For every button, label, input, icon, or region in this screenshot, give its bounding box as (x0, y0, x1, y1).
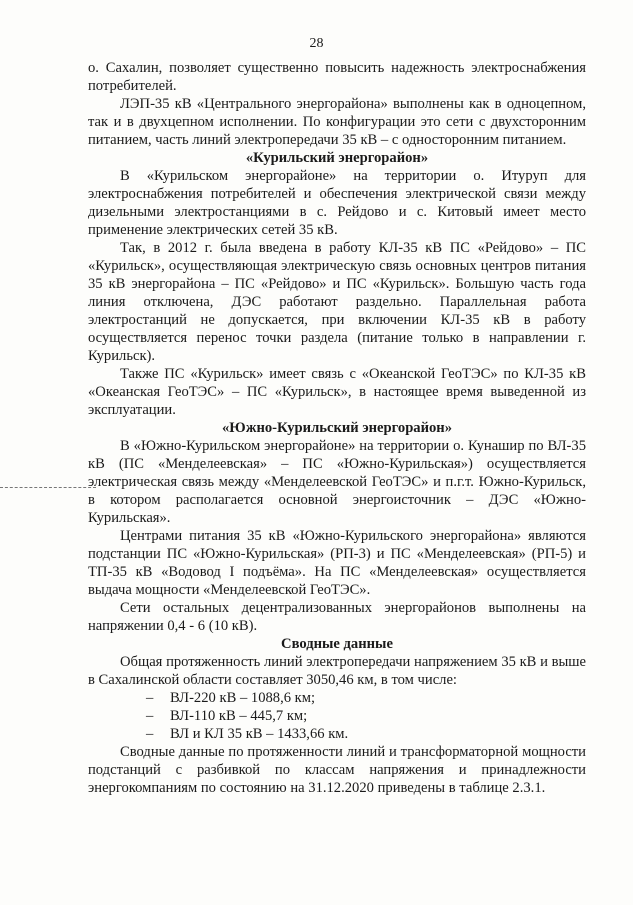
paragraph-total-length: Общая протяженность линий электропередачи напряжением 35 кВ и выше в Сахалинской области составляет 3050,46 км, в том числе: (88, 654, 586, 688)
heading-yuzhno-kurilsky: «Южно-Курильский энергорайон» (221, 420, 453, 436)
heading-summary: Сводные данные (281, 636, 393, 652)
paragraph-sakhalin-reliability: о. Сахалин, позволяет существенно повысить надежность электроснабжения потребителей. (88, 60, 586, 94)
list-dash: – (146, 708, 154, 724)
list-item (88, 707, 586, 725)
list-item-text: ВЛ-110 кВ – 445,7 км; (170, 708, 308, 724)
list-dash: – (146, 726, 154, 742)
paragraph-kurilsky-2012: Так, в 2012 г. была введена в работу КЛ-35 кВ ПС «Рейдово» – ПС «Курильск», осуществляющая электрическую связь основных центров питания 35 кВ энергорайона – ПС «Рейдово» и ПС «Курильск». Большую часть года линия отключена, ДЭС работают раздельно. Параллельная работа электростанций не допускается, при включении КЛ-35 кВ в работу осуществляется перенос точки раздела (питание только в направлении г. Курильск). (88, 240, 586, 364)
list-item (88, 689, 586, 707)
paragraph-kurilsky-iturup: В «Курильском энергорайоне» на территории о. Итуруп для электроснабжения потребителей и обеспечения электрической связи между дизельными электростанциями в с. Рейдово и с. Китовый имеет место применение электрических сетей 35 кВ. (88, 168, 586, 238)
list-item-text: ВЛ и КЛ 35 кВ – 1433,66 км. (170, 726, 349, 742)
page-number: 28 (309, 36, 324, 51)
heading-kurilsky: «Курильский энергорайон» (245, 150, 429, 166)
paragraph-central-lines: ЛЭП-35 кВ «Центрального энергорайона» выполнены как в одноцепном, так и в двухцепном исполнении. По конфигурации это сети с двухсторонним питанием, часть линий электропередачи 35 кВ – с односторонним питанием. (88, 96, 586, 148)
list-dash: – (146, 690, 154, 706)
scan-artifact-line (0, 487, 96, 488)
document-body (88, 59, 586, 797)
paragraph-yuzhno-centers: Центрами питания 35 кВ «Южно-Курильского энергорайона» являются подстанции ПС «Южно-Курильская» (РП-3) и ПС «Менделеевская» (РП-5) и ТП-35 кВ «Водовод I подъёма». На ПС «Менделеевская» осуществляется выдача мощности «Менделеевской ГеоТЭС». (88, 528, 586, 598)
paragraph-kurilsky-okeanskaya: Также ПС «Курильск» имеет связь с «Океанской ГеоТЭС» по КЛ-35 кВ «Океанская ГеоТЭС» – ПС «Курильск», в настоящее время выведенной из эксплуатации. (88, 366, 586, 418)
list-item-text: ВЛ-220 кВ – 1088,6 км; (170, 690, 316, 706)
line-length-list (88, 689, 586, 743)
paragraph-summary-table-ref: Сводные данные по протяженности линий и трансформаторной мощности подстанций с разбивкой по классам напряжения и принадлежности энергокомпаниям по состоянию на 31.12.2020 приведены в таблице 2.3.1. (88, 744, 586, 796)
list-item (88, 725, 586, 743)
paragraph-yuzhno-kunashir: В «Южно-Курильском энергорайоне» на территории о. Кунашир по ВЛ-35 кВ (ПС «Менделеевская» – ПС «Южно-Курильская») осуществляется электрическая связь между «Менделеевской ГеоТЭС» и п.г.т. Южно-Курильск, в котором располагается основной энергоисточник – ДЭС «Южно-Курильская». (88, 438, 586, 526)
paragraph-other-areas: Сети остальных децентрализованных энергорайонов выполнены на напряжении 0,4 - 6 (10 кВ). (88, 600, 586, 634)
